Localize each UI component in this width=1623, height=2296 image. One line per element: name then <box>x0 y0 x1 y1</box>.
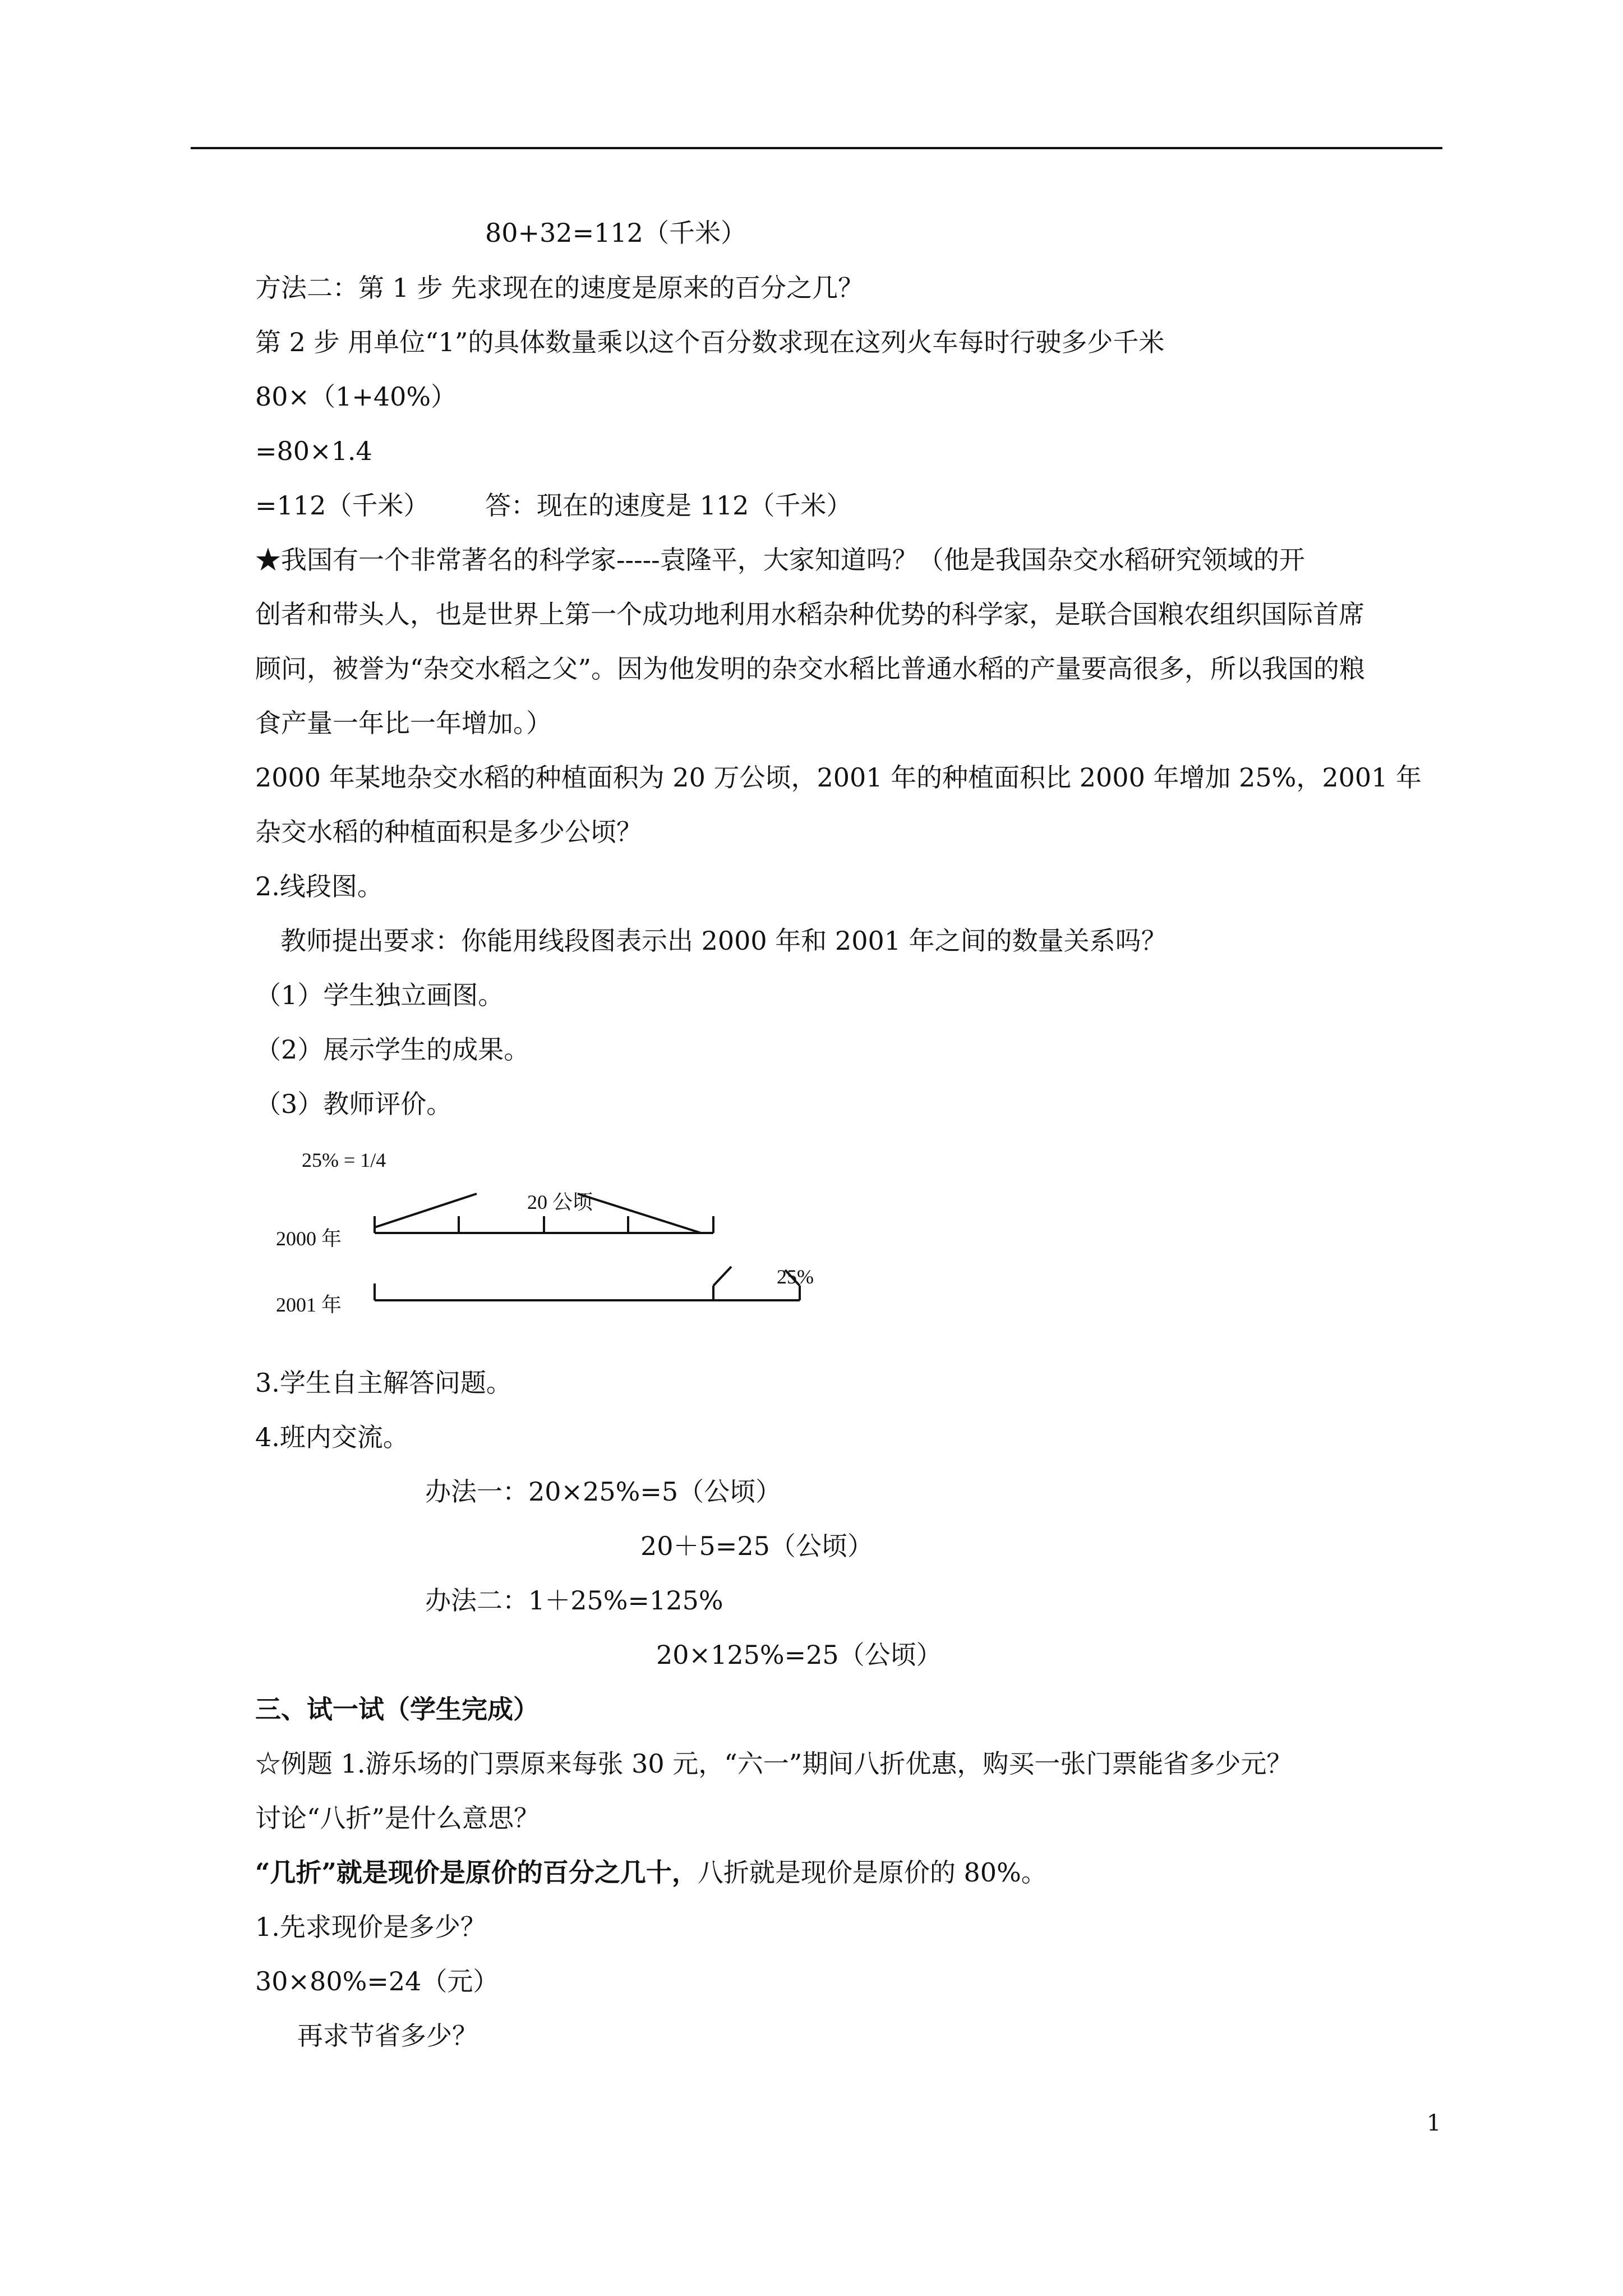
text-line: 办法一：20×25%=5（公顷） <box>425 1476 782 1507</box>
text-line: =112（千米） <box>255 490 430 521</box>
diagram-2000-label: 2000 年 <box>276 1227 342 1250</box>
diagram-equation: 25% = 1/4 <box>302 1149 386 1171</box>
text-line: ☆例题 1.游乐场的门票原来每张 30 元，“六一”期间八折优惠，购买一张门票能省多少元？ <box>255 1749 1293 1779</box>
bold-definition: “几折”就是现价是原价的百分之几十， <box>255 1857 698 1888</box>
line-segment-diagram <box>264 1133 858 1318</box>
text-line: 3.学生自主解答问题。 <box>255 1368 512 1398</box>
text-line: 第 2 步 用单位“1”的具体数量乘以这个百分数求现在这列火车每时行驶多少千米 <box>255 327 1165 357</box>
text-line: 食产量一年比一年增加。） <box>255 708 552 738</box>
diagram-2001-label: 2001 年 <box>276 1294 342 1316</box>
text-line: 20＋5=25（公顷） <box>640 1531 873 1561</box>
definition-tail: 八折就是现价是原价的 80%。 <box>697 1857 1047 1888</box>
text-line: 教师提出要求：你能用线段图表示出 2000 年和 2001 年之间的数量关系吗？ <box>280 926 1167 956</box>
text-line: 1.先求现价是多少？ <box>255 1912 486 1942</box>
text-line: 方法二：第 1 步 先求现在的速度是原来的百分之几？ <box>255 273 864 303</box>
text-line: （1）学生独立画图。 <box>255 980 504 1010</box>
text-line: 80+32=112（千米） <box>485 218 746 248</box>
text-line: 再求节省多少？ <box>297 2021 478 2051</box>
text-line: 2.线段图。 <box>255 871 383 901</box>
text-line: 30×80%=24（元） <box>255 1966 499 1996</box>
text-line: 80×（1+40%） <box>255 381 457 412</box>
text-line: （3）教师评价。 <box>255 1089 453 1119</box>
text-line <box>255 1856 1047 1889</box>
section-heading: 三、试一试（学生完成） <box>255 1694 539 1724</box>
text-line: 办法二：1＋25%=125% <box>425 1585 723 1616</box>
text-line: （2）展示学生的成果。 <box>255 1034 530 1065</box>
diagram-top-label: 20 公顷 <box>527 1191 593 1213</box>
text-line: 杂交水稻的种植面积是多少公顷？ <box>255 817 642 847</box>
text-line: 创者和带头人，也是世界上第一个成功地利用水稻杂种优势的科学家，是联合国粮农组织国际首席 <box>255 599 1364 629</box>
header-rule <box>191 147 1442 149</box>
brace-left <box>713 1267 731 1286</box>
brace-left <box>375 1194 477 1227</box>
text-line: ★我国有一个非常著名的科学家-----袁隆平，大家知道吗？（他是我国杂交水稻研究领域的开 <box>255 545 1305 575</box>
page-number: 1 <box>1427 2110 1441 2136</box>
text-line: 4.班内交流。 <box>255 1422 409 1452</box>
text-line: 讨论“八折”是什么意思？ <box>255 1803 540 1833</box>
text-line: 答：现在的速度是 112（千米） <box>485 490 852 521</box>
text-line: =80×1.4 <box>255 436 372 466</box>
text-line: 顾问，被誉为“杂交水稻之父”。因为他发明的杂交水稻比普通水稻的产量要高很多，所以我国的粮 <box>255 654 1366 684</box>
text-line: 20×125%=25（公顷） <box>656 1640 942 1670</box>
brace-right <box>578 1194 701 1233</box>
text-line: 2000 年某地杂交水稻的种植面积为 20 万公顷，2001 年的种植面积比 2000 年增加 25%，2001 年 <box>255 762 1422 793</box>
diagram-extra-label: 25% <box>777 1266 814 1288</box>
